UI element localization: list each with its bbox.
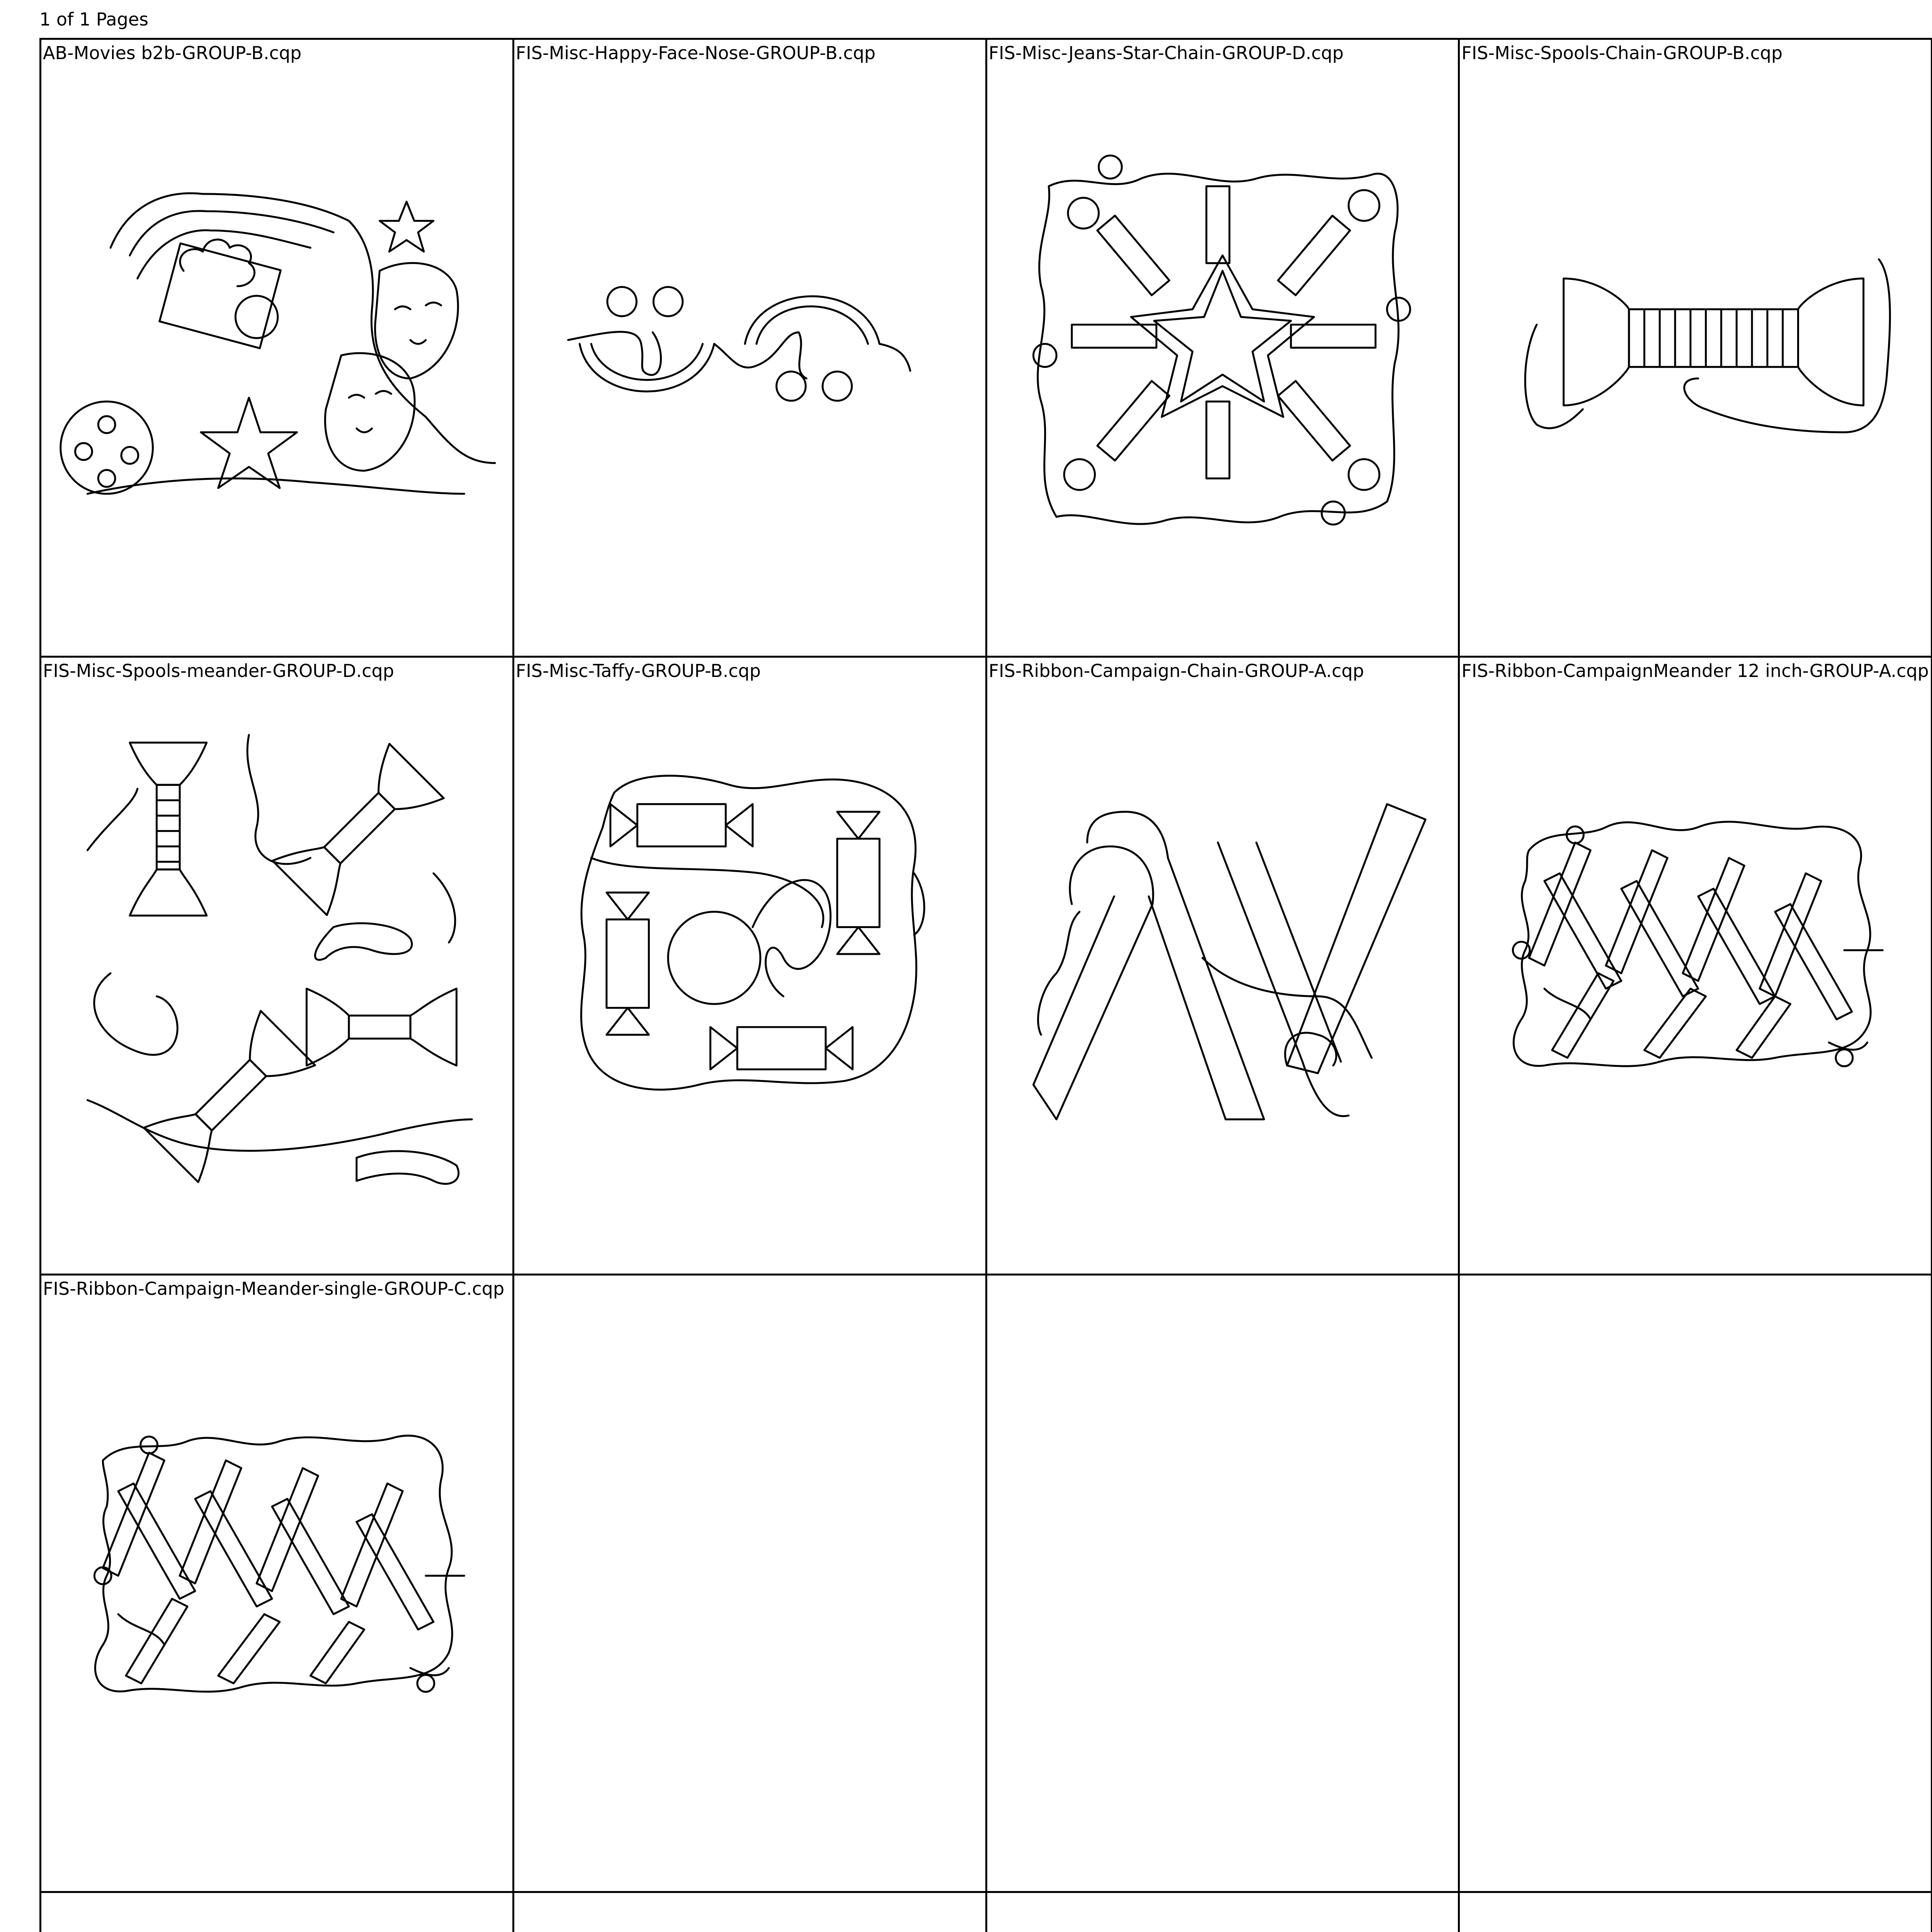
ribbon-chain-pattern-image [987, 658, 1458, 1274]
pattern-filename: FIS-Misc-Taffy-GROUP-B.cqp [515, 660, 761, 681]
movies-pattern-image [41, 40, 512, 656]
pattern-cell[interactable] [514, 658, 987, 1276]
ribbon-meander-pattern-image [1460, 658, 1931, 1274]
pattern-grid [39, 38, 1932, 1932]
jeans-star-pattern-image [987, 40, 1458, 656]
pattern-cell[interactable] [41, 40, 514, 658]
spool-chain-pattern-image [1460, 40, 1931, 656]
pattern-cell[interactable] [987, 658, 1460, 1276]
pattern-cell[interactable] [987, 40, 1460, 658]
happy-face-pattern-image [514, 40, 985, 656]
pattern-filename: FIS-Ribbon-Campaign-Chain-GROUP-A.cqp [988, 660, 1364, 681]
pattern-filename: FIS-Misc-Happy-Face-Nose-GROUP-B.cqp [515, 43, 876, 63]
page-count: 1 of 1 Pages [39, 9, 149, 30]
pattern-cell[interactable] [514, 40, 987, 658]
ribbon-meander-pattern-image [41, 1276, 512, 1891]
empty-cell [514, 1893, 987, 1932]
pattern-filename: FIS-Misc-Jeans-Star-Chain-GROUP-D.cqp [988, 43, 1344, 63]
pattern-filename: FIS-Misc-Spools-Chain-GROUP-B.cqp [1461, 43, 1783, 63]
taffy-pattern-image [514, 658, 985, 1274]
pattern-cell[interactable] [1460, 40, 1932, 658]
pattern-cell[interactable] [41, 658, 514, 1276]
empty-cell [987, 1893, 1460, 1932]
pattern-filename: FIS-Ribbon-Campaign-Meander-single-GROUP-C.cqp [43, 1278, 505, 1299]
pattern-filename: FIS-Misc-Spools-meander-GROUP-D.cqp [43, 660, 394, 681]
pattern-cell[interactable] [1460, 658, 1932, 1276]
pattern-filename: FIS-Ribbon-CampaignMeander 12 inch-GROUP-A.cqp [1461, 660, 1929, 681]
empty-cell [1460, 1276, 1932, 1893]
empty-cell [514, 1276, 987, 1893]
spools-meander-pattern-image [41, 658, 512, 1274]
pattern-filename: AB-Movies b2b-GROUP-B.cqp [43, 43, 302, 63]
pattern-cell[interactable] [41, 1276, 514, 1893]
empty-cell [1460, 1893, 1932, 1932]
empty-cell [987, 1276, 1460, 1893]
empty-cell [41, 1893, 514, 1932]
